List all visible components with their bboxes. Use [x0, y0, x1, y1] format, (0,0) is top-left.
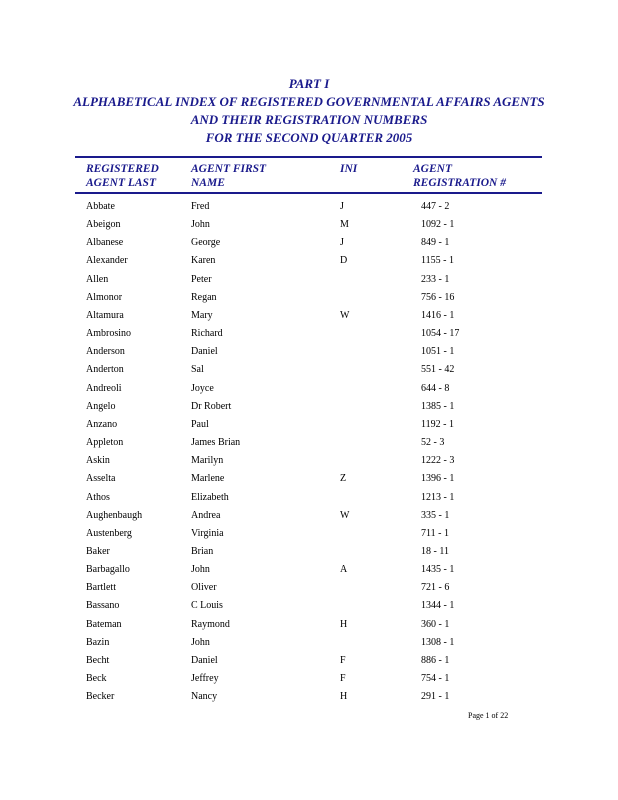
agent-first-name: Marlene	[191, 473, 225, 485]
agent-last-name: Askin	[86, 455, 110, 467]
agent-first-name: Joyce	[191, 382, 214, 394]
agent-registration-number: 551 - 42	[421, 364, 455, 376]
agent-last-name: Anzano	[86, 418, 118, 430]
table-row	[0, 345, 618, 363]
agent-registration-number: 335 - 1	[421, 509, 450, 521]
table-row	[0, 363, 618, 381]
agent-first-name: Karen	[191, 255, 216, 267]
agent-first-name: James Brian	[191, 437, 241, 449]
agent-registration-number: 754 - 1	[421, 673, 450, 685]
agent-initial: J	[340, 201, 344, 212]
agent-registration-number: 1222 - 3	[421, 455, 455, 467]
agent-first-name: C Louis	[191, 600, 223, 612]
agent-registration-number: 849 - 1	[421, 237, 450, 249]
agent-last-name: Albanese	[86, 237, 124, 249]
table-row	[0, 563, 618, 581]
agent-first-name: George	[191, 237, 221, 249]
table-row	[0, 581, 618, 599]
table-row	[0, 527, 618, 545]
agent-first-name: Virginia	[191, 527, 224, 539]
agent-initial: J	[340, 237, 344, 249]
agent-last-name: Almonor	[86, 291, 123, 303]
agent-last-name: Altamura	[86, 309, 124, 321]
agent-registration-number: 1396 - 1	[421, 473, 455, 485]
table-row	[0, 491, 618, 509]
table-row	[0, 291, 618, 309]
agent-registration-number: 1308 - 1	[421, 636, 455, 648]
table-row	[0, 382, 618, 400]
agent-registration-number: 1385 - 1	[421, 400, 455, 412]
column-header-first: AGENT FIRST NAME	[191, 163, 267, 189]
agent-last-name: Bartlett	[86, 582, 116, 594]
agent-last-name: Bateman	[86, 618, 122, 630]
agent-first-name: Raymond	[191, 618, 230, 630]
agent-last-name: Becht	[86, 654, 110, 666]
agent-registration-number: 1092 - 1	[421, 219, 455, 231]
agent-registration-number: 1213 - 1	[421, 491, 455, 503]
table-row	[0, 509, 618, 527]
table-row	[0, 236, 618, 254]
agent-registration-number: 1435 - 1	[421, 564, 455, 576]
agent-table-body	[0, 200, 618, 708]
title-line-2: ALPHABETICAL INDEX OF REGISTERED GOVERNMENTAL AFFAIRS AGENTS	[73, 94, 545, 109]
agent-initial: F	[340, 673, 346, 685]
agent-last-name: Alexander	[86, 255, 128, 267]
agent-last-name: Aughenbaugh	[86, 509, 143, 521]
table-row	[0, 273, 618, 291]
agent-last-name: Beck	[86, 673, 107, 685]
agent-last-name: Ambrosino	[86, 328, 131, 340]
agent-first-name: Oliver	[191, 582, 217, 594]
agent-first-name: Brian	[191, 545, 214, 557]
title-part: PART I	[288, 76, 330, 91]
agent-initial: Z	[340, 473, 347, 485]
agent-first-name: Daniel	[191, 346, 218, 358]
agent-first-name: Marilyn	[191, 455, 224, 467]
agent-registration-number: 52 - 3	[421, 437, 445, 449]
agent-first-name: John	[191, 564, 210, 576]
agent-last-name: Bazin	[86, 636, 110, 648]
title-line-4: FOR THE SECOND QUARTER 2005	[205, 130, 413, 145]
agent-first-name: John	[191, 636, 210, 648]
agent-first-name: Sal	[191, 364, 204, 376]
agent-first-name: Andrea	[191, 509, 221, 521]
table-row	[0, 618, 618, 636]
agent-first-name: John	[191, 219, 210, 231]
agent-registration-number: 233 - 1	[421, 273, 450, 285]
agent-initial: W	[340, 309, 350, 321]
agent-last-name: Athos	[86, 491, 110, 503]
agent-last-name: Asselta	[86, 473, 116, 485]
agent-last-name: Angelo	[86, 400, 116, 412]
agent-registration-number: 1054 - 17	[421, 328, 460, 340]
agent-registration-number: 360 - 1	[421, 618, 450, 630]
agent-last-name: Bassano	[86, 600, 120, 612]
title-line-3: AND THEIR REGISTRATION NUMBERS	[190, 112, 428, 127]
agent-last-name: Appleton	[86, 437, 124, 449]
agent-registration-number: 1416 - 1	[421, 309, 455, 321]
agent-last-name: Austenberg	[86, 527, 132, 539]
table-row	[0, 545, 618, 563]
table-row	[0, 254, 618, 272]
agent-registration-number: 711 - 1	[421, 527, 449, 539]
column-header-ini: INI	[340, 163, 358, 175]
table-row	[0, 309, 618, 327]
table-row	[0, 436, 618, 454]
table-row	[0, 218, 618, 236]
table-row	[0, 672, 618, 690]
agent-last-name: Abeigon	[86, 219, 121, 231]
agent-registration-number: 447 - 2	[421, 201, 450, 212]
agent-first-name: Paul	[191, 418, 209, 430]
document-title	[0, 75, 618, 147]
agent-registration-number: 291 - 1	[421, 691, 450, 703]
agent-last-name: Baker	[86, 545, 110, 557]
agent-registration-number: 721 - 6	[421, 582, 450, 594]
agent-initial: F	[340, 654, 346, 666]
agent-first-name: Mary	[191, 309, 213, 321]
agent-last-name: Becker	[86, 691, 115, 703]
agent-first-name: Nancy	[191, 691, 218, 703]
header-top-rule	[75, 156, 542, 158]
agent-last-name: Barbagallo	[86, 564, 130, 576]
agent-first-name: Jeffrey	[191, 673, 219, 685]
agent-registration-number: 1155 - 1	[421, 255, 454, 267]
agent-last-name: Anderson	[86, 346, 125, 358]
agent-initial: W	[340, 509, 350, 521]
table-row	[0, 599, 618, 617]
agent-first-name: Fred	[191, 201, 210, 212]
table-row	[0, 200, 618, 218]
table-row	[0, 690, 618, 708]
table-row	[0, 636, 618, 654]
agent-initial: M	[340, 219, 349, 231]
table-row	[0, 654, 618, 672]
agent-registration-number: 886 - 1	[421, 654, 450, 666]
agent-initial: D	[340, 255, 348, 267]
table-row	[0, 472, 618, 490]
table-row	[0, 418, 618, 436]
column-header-last: REGISTERED AGENT LAST	[86, 163, 159, 189]
agent-first-name: Dr Robert	[191, 400, 232, 412]
table-row	[0, 327, 618, 345]
agent-first-name: Regan	[191, 291, 217, 303]
agent-first-name: Peter	[191, 273, 212, 285]
agent-registration-number: 1051 - 1	[421, 346, 455, 358]
agent-initial: A	[340, 564, 348, 576]
page-number: Page 1 of 22	[468, 711, 509, 720]
column-header-registration: AGENT REGISTRATION #	[413, 163, 506, 189]
agent-initial: H	[340, 618, 348, 630]
table-row	[0, 454, 618, 472]
agent-registration-number: 756 - 16	[421, 291, 455, 303]
agent-registration-number: 18 - 11	[421, 545, 449, 557]
header-bottom-rule	[75, 192, 542, 194]
table-row	[0, 400, 618, 418]
agent-last-name: Allen	[86, 273, 109, 285]
agent-first-name: Daniel	[191, 654, 218, 666]
agent-last-name: Abbate	[86, 201, 115, 212]
agent-first-name: Richard	[191, 328, 223, 340]
agent-initial: H	[340, 691, 348, 703]
agent-last-name: Andreoli	[86, 382, 122, 394]
agent-first-name: Elizabeth	[191, 491, 229, 503]
agent-registration-number: 644 - 8	[421, 382, 450, 394]
agent-registration-number: 1192 - 1	[421, 418, 454, 430]
agent-registration-number: 1344 - 1	[421, 600, 455, 612]
agent-last-name: Anderton	[86, 364, 124, 376]
